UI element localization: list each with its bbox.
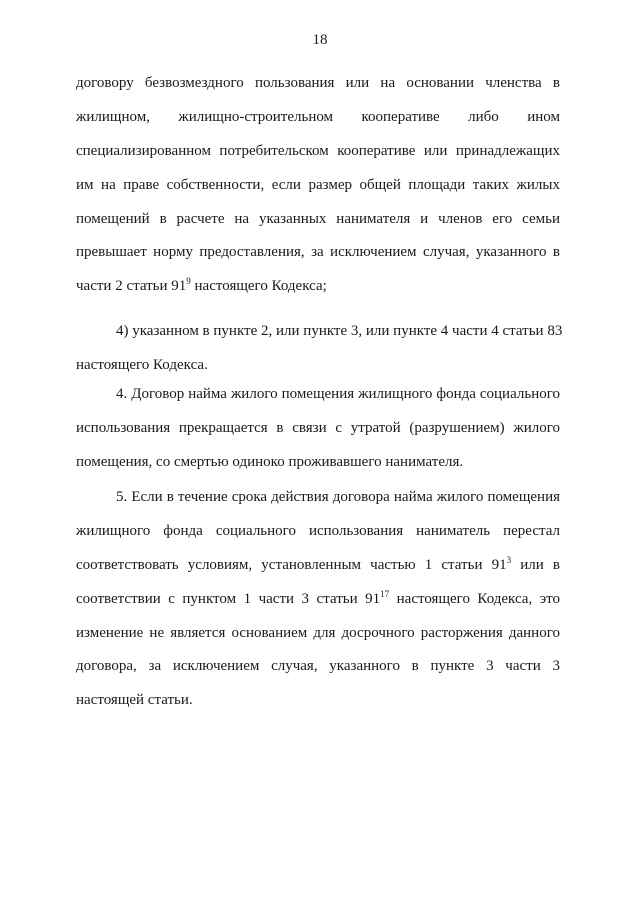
page-number: 18 [312,32,328,48]
text-fragment: соответствовать условиям, установленным частью 1 статьи 91 [76,556,507,573]
text-line: настоящего Кодекса. [76,356,208,373]
paragraph-part-5 [76,488,560,725]
text-line: 4) указанном в пункте 2, или пункте 3, или пункте 4 части 4 статьи 83 [116,323,563,339]
text-fragment: настоящего Кодекса; [190,278,327,295]
text-line: помещений в расчете на указанных нанимателя и членов его семьи [76,210,560,227]
text-line: жилищном, жилищно-строительном кооперативе либо ином [76,108,560,125]
text-fragment: части 2 статьи 91 [76,278,187,295]
text-line: превышает норму предоставления, за исключением случая, указанного в [76,244,560,261]
text-line: им на праве собственности, если размер общей площади таких жилых [76,176,560,193]
text-line: 4. Договор найма жилого помещения жилищного фонда социального [116,386,560,402]
text-line-with-superscript [76,590,560,624]
text-line: помещения, со смертью одиноко проживавшего нанимателя. [76,453,464,470]
text-line: 5. Если в течение срока действия договора найма жилого помещения [116,489,560,505]
text-fragment: или в [511,556,561,573]
superscript: 17 [380,588,390,599]
text-line: настоящей статьи. [76,692,193,709]
text-line-with-superscript [76,556,560,590]
text-line: специализированном потребительском кооперативе или принадлежащих [76,142,560,159]
text-line: договору безвозмездного пользования или на основании членства в [76,75,560,91]
paragraph-item-4 [76,322,563,390]
paragraph-part-4 [76,385,560,487]
text-line-with-superscript [76,277,560,311]
text-line: жилищного фонда социального использования наниматель перестал [76,522,560,539]
superscript: 3 [506,554,512,565]
text-fragment: настоящего Кодекса, это [389,590,561,607]
text-line: договора, за исключением случая, указанного в пункте 3 части 3 [76,658,560,675]
text-line: использования прекращается в связи с утратой (разрушением) жилого [76,419,560,436]
paragraph-continuation [76,74,560,311]
text-line: изменение не является основанием для досрочного расторжения данного [76,624,560,641]
text-fragment: соответствии с пунктом 1 части 3 статьи 91 [76,590,381,607]
superscript: 9 [186,276,191,287]
